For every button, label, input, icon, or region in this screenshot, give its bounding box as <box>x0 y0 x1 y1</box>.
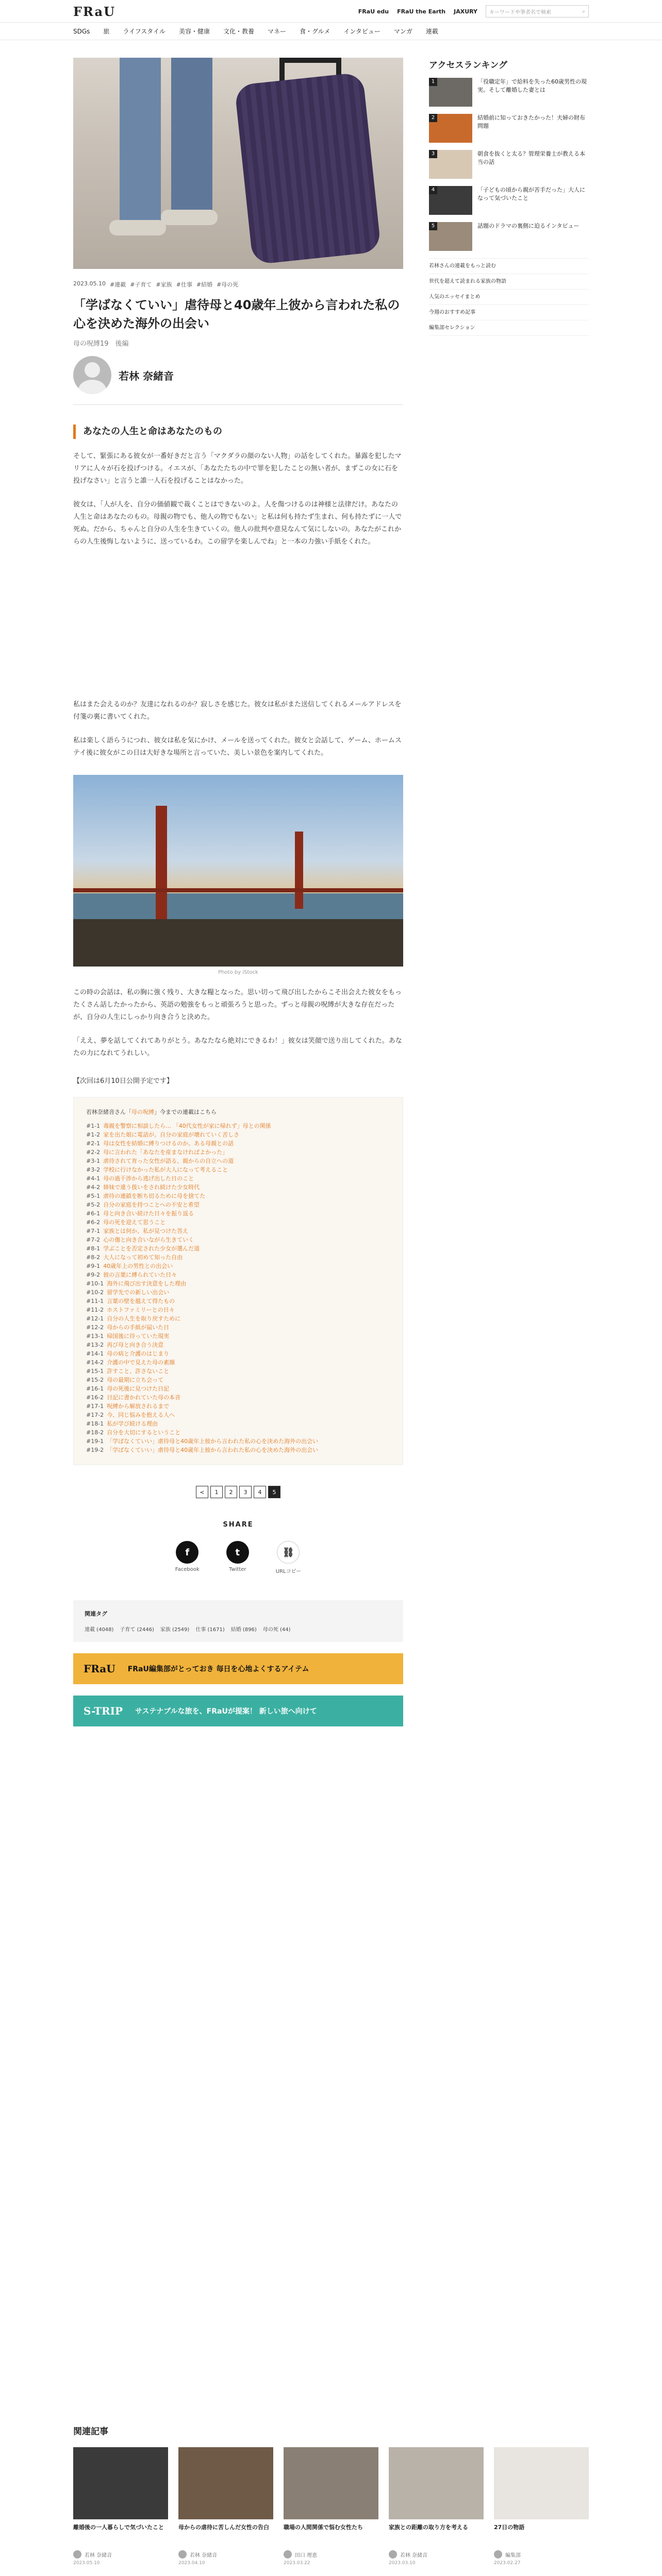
series-list-item[interactable]: #18-2 自分を大切にするということ <box>86 1429 181 1436</box>
related-tag[interactable]: 子育て (2446) <box>120 1627 154 1633</box>
related-card-title: 職場の人間関係で悩む女性たち <box>284 2524 363 2531</box>
related-thumbnail <box>284 2447 378 2519</box>
related-card-date: 2023.03.10 <box>389 2561 416 2566</box>
share-label: SHARE <box>223 1521 254 1529</box>
series-list-item[interactable]: #14-1 母の病と介護のはじまり <box>86 1350 170 1357</box>
search-input[interactable] <box>486 5 589 18</box>
series-list-head: 若林奈緒音さん「母の呪縛」今までの連載はこちら <box>86 1109 217 1115</box>
nav-beauty[interactable]: 美容・健康 <box>179 28 210 35</box>
related-card-date: 2023.03.22 <box>284 2561 310 2566</box>
series-list <box>86 1122 390 1454</box>
pager-page[interactable]: 4 <box>254 1486 266 1498</box>
paragraph: 私はまた会えるのか？友達になれるのか？寂しさを感じた。彼女は私がまた送信してくれるメールアドレスを付箋の裏に書いてくれた。 <box>73 701 402 721</box>
nav-lifestyle[interactable]: ライフスタイル <box>123 28 166 35</box>
series-list-item[interactable]: #15-1 許すこと、許さないこと <box>86 1368 170 1375</box>
series-list-item[interactable]: #13-1 帰国後に待っていた現実 <box>86 1333 170 1340</box>
pager-page-current[interactable]: 5 <box>268 1486 280 1498</box>
series-list-item[interactable]: #10-2 留学先での新しい出会い <box>86 1289 170 1296</box>
link-icon: ⛓ <box>277 1541 300 1564</box>
series-list-item[interactable]: #9-2 彼の言葉に縛られていた日々 <box>86 1272 177 1278</box>
series-list-item[interactable]: #11-2 ホストファミリーとの日々 <box>86 1307 175 1313</box>
tag-link[interactable]: #仕事 <box>176 281 192 288</box>
avatar <box>389 2550 397 2558</box>
related-thumbnail <box>178 2447 273 2519</box>
series-list-item[interactable]: #10-1 海外に飛び出す決意をした理由 <box>86 1280 187 1287</box>
nav-sdgs[interactable]: SDGs <box>73 28 90 35</box>
series-list-item[interactable]: #8-1 学ぶことを否定された少女が選んだ道 <box>86 1245 200 1252</box>
series-list-item[interactable]: #4-1 母の過干渉から逃げ出した日のこと <box>86 1175 194 1182</box>
related-card-date: 2023.05.10 <box>73 2561 100 2566</box>
article <box>73 58 403 1726</box>
related-thumbnail <box>73 2447 168 2519</box>
facebook-icon: f <box>176 1541 198 1564</box>
related-tag[interactable]: 母の死 (44) <box>262 1627 291 1633</box>
series-list-item[interactable]: #1-1 毒親を警察に相談したら… 「40代女性が家に帰れず」母との関係 <box>86 1123 271 1129</box>
sidebar-list-item[interactable]: 編集部セレクション <box>429 320 589 336</box>
series-list-item[interactable]: #7-2 心の傷と向き合いながら生きていく <box>86 1236 194 1243</box>
avatar <box>73 2550 81 2558</box>
url-copy-button[interactable]: ⛓ URLコピー <box>276 1541 301 1574</box>
sidebar-list-item[interactable]: 若林さんの連載をもっと読む <box>429 259 589 274</box>
related-card-title: 27日の物語 <box>494 2524 525 2531</box>
ranking-item[interactable]: 5 話題のドラマの裏側に迫るインタビュー <box>429 222 589 251</box>
series-list-item[interactable]: #18-1 私が学び続ける理由 <box>86 1420 158 1427</box>
section-heading: あなたの人生と命はあなたのもの <box>73 425 403 439</box>
paragraph: この時の会話は、私の胸に強く残り、大きな糧となった。思い切って飛び出したからこそ出会えた彼女をもったくさん話したかったから、英語の勉強をもっと頑張ろうと思った。ずっと母親の呪縛が大きな存在だったが、自分の人生にしっかり向き合うと決めた。 <box>73 989 402 1021</box>
nav-money[interactable]: マネー <box>268 28 287 35</box>
sidebar-list-item[interactable]: 人気のエッセイまとめ <box>429 290 589 305</box>
link-frau-edu[interactable]: FRaU edu <box>358 8 389 15</box>
series-list-item[interactable]: #19-1 「学ばなくていい」虐待母と40歳年上彼から言われた私の心を決めた海外の出会い <box>86 1438 319 1445</box>
pager-prev[interactable]: < <box>196 1486 208 1498</box>
nav-series[interactable]: 連載 <box>425 28 438 35</box>
related-tags-label: 関連タグ <box>85 1611 107 1617</box>
pagination <box>73 1486 403 1498</box>
paragraph: 「ええ、夢を話してくれてありがとう。あなたなら絶対にできるわ！」彼女は笑顔で送り出してくれた。あなたの力になれてうれしい。 <box>73 1037 402 1057</box>
series-list-item[interactable]: #12-2 母からの手紙が届いた日 <box>86 1324 170 1331</box>
link-jaxury[interactable]: JAXURY <box>454 8 477 15</box>
related-card-author: 若林 奈緒音 <box>178 2550 273 2558</box>
pager-page[interactable]: 3 <box>239 1486 252 1498</box>
s-trip-banner[interactable]: S-TRIP サステナブルな旅を、FRaUが提案！ 新しい旅へ向けて <box>73 1696 403 1726</box>
author-name[interactable]: 若林 奈緒音 <box>119 369 174 382</box>
paragraph: そして、緊張にある彼女が一番好きだと言う「マクダラの顔のない人物」の話をしてくれた。暴露を犯したマリアに人々が石を投げつける。イエスが、「あなたたちの中で罪を犯したことの無い者が、まずこの女に石を投げなさい」と言うと誰一人石を投げることはなかった。 <box>73 452 402 485</box>
related-card-author: 若林 奈緒音 <box>389 2550 484 2558</box>
twitter-share-button[interactable]: t Twitter <box>226 1541 249 1574</box>
content-area <box>73 58 589 2407</box>
related-title: 関連記事 <box>73 2427 108 2437</box>
frau-items-banner[interactable]: FRaU FRaU編集部がとっておき 毎日を心地よくするアイテム <box>73 1653 403 1684</box>
tag-link[interactable]: #子育て <box>130 281 152 288</box>
avatar <box>73 356 111 394</box>
nav-travel[interactable]: 旅 <box>103 28 110 35</box>
facebook-share-button[interactable]: f Facebook <box>175 1541 200 1574</box>
series-list-item[interactable]: #4-2 姉妹で違う扱いをされ続けた少女時代 <box>86 1184 200 1191</box>
series-list-item[interactable]: #13-2 再び母と向き合う決意 <box>86 1342 164 1348</box>
series-label: 母の呪縛19 後編 <box>73 340 129 348</box>
related-card-date: 2023.04.10 <box>178 2561 205 2566</box>
related-card[interactable] <box>178 2447 273 2566</box>
tag-link[interactable]: #結婚 <box>196 281 213 288</box>
avatar <box>494 2550 502 2558</box>
pager-page[interactable]: 2 <box>225 1486 237 1498</box>
series-list-item[interactable]: #5-1 虐待の連鎖を断ち切るために母を捨てた <box>86 1193 206 1199</box>
sidebar-list-item[interactable]: 今週のおすすめ記事 <box>429 305 589 320</box>
series-link[interactable]: 母の呪縛 <box>131 1109 154 1115</box>
series-list-item[interactable]: #9-1 40歳年上の男性との出会い <box>86 1263 173 1269</box>
related-thumbnail <box>494 2447 589 2519</box>
related-thumbnail <box>389 2447 484 2519</box>
related-tag[interactable]: 家族 (2549) <box>160 1627 190 1633</box>
avatar <box>178 2550 187 2558</box>
related-card[interactable] <box>284 2447 378 2566</box>
series-list-item[interactable]: #2-1 母は女性を結婚に縛りつけるのか。ある母親との話 <box>86 1140 234 1147</box>
series-list-box <box>73 1097 403 1465</box>
series-list-item[interactable]: #16-2 日記に書かれていた母の本音 <box>86 1394 181 1401</box>
related-card[interactable] <box>389 2447 484 2566</box>
pager-page[interactable]: 1 <box>210 1486 223 1498</box>
related-card-date: 2023.02.27 <box>494 2561 521 2566</box>
ranking-title: アクセスランキング <box>429 60 507 71</box>
series-list-item[interactable]: #19-2 「学ばなくていい」虐待母と40歳年上彼から言われた私の心を決めた海外の出会い <box>86 1447 319 1453</box>
series-list-item[interactable]: #2-2 母に言われた「あなたを産まなければよかった」 <box>86 1149 228 1156</box>
related-card-author: 田口 理恵 <box>284 2550 378 2558</box>
divider <box>73 404 403 405</box>
related-card-title: 家族との距離の取り方を考える <box>389 2524 468 2531</box>
series-list-item[interactable]: #3-2 学校に行けなかった私が大人になって考えること <box>86 1166 228 1173</box>
avatar <box>284 2550 292 2558</box>
sidebar <box>429 58 589 336</box>
series-list-item[interactable]: #17-2 今、同じ悩みを抱える人へ <box>86 1412 175 1418</box>
series-list-item[interactable]: #16-1 母の死後に見つけた日記 <box>86 1385 170 1392</box>
series-list-item[interactable]: #7-1 家族とは何か、私が見つけた答え <box>86 1228 189 1234</box>
search-placeholder: キーワードや筆者名で検索 <box>489 9 551 15</box>
sidebar-list-item[interactable]: 世代を超えて読まれる家族の物語 <box>429 274 589 290</box>
article-date: 2023.05.10 <box>73 280 106 287</box>
series-list-item[interactable]: #11-1 言葉の壁を越えて得たもの <box>86 1298 175 1304</box>
series-list-item[interactable]: #6-1 母と向き合い続けた日々を振り返る <box>86 1210 194 1217</box>
tag-link[interactable]: #母の死 <box>217 281 239 288</box>
series-list-item[interactable]: #15-2 母の最期に立ち会って <box>86 1377 164 1383</box>
twitter-icon: t <box>226 1541 249 1564</box>
related-articles <box>73 2424 589 2576</box>
global-nav <box>0 23 662 40</box>
ranking-item[interactable]: 1 「役職定年」で給料を失った60歳男性の現実。そして離婚した妻とは <box>429 78 589 107</box>
article-title: 「学ばなくていい」虐待母と40歳年上彼から言われた私の心を決めた海外の出会い <box>73 298 400 331</box>
nav-manga[interactable]: マンガ <box>393 28 412 35</box>
hero-image <box>73 58 403 269</box>
golden-gate-photo <box>73 775 403 967</box>
ranking-item[interactable]: 4 「子どもの頃から親が苦手だった」大人になって気づいたこと <box>429 186 589 215</box>
tag-link[interactable]: #連載 <box>109 281 126 288</box>
related-card[interactable] <box>73 2447 168 2566</box>
ranking-item[interactable]: 3 朝食を抜くと太る？管理栄養士が教える本当の話 <box>429 150 589 179</box>
related-grid <box>73 2447 589 2576</box>
series-list-item[interactable]: #3-1 虐待されて育った女性が語る、親からの自立への道 <box>86 1158 234 1164</box>
related-tag[interactable]: 結婚 (896) <box>230 1627 257 1633</box>
related-card-author: 編集部 <box>494 2550 589 2558</box>
series-list-item[interactable]: #14-2 介護の中で見えた母の素顔 <box>86 1359 175 1366</box>
author-block[interactable] <box>73 356 403 394</box>
related-tags <box>73 1600 403 1642</box>
next-note: 【次回は6月10日公開予定です】 <box>73 1077 173 1085</box>
series-list-item[interactable]: #1-2 家を出た娘に電話が。自分の家庭が壊れていく苦しさ <box>86 1131 240 1138</box>
paragraph: 私は楽しく語らうにつれ、彼女は私を気にかけ、メールを送ってくれた。彼女と会話して、ゲーム、ホームステイ後に彼女がこの日は大好きな場所と言っていた、美しい景色を案内してくれた。 <box>73 737 402 757</box>
series-list-item[interactable]: #17-1 呪縛から解放されるまで <box>86 1403 170 1410</box>
nav-culture[interactable]: 文化・教養 <box>223 28 255 35</box>
related-card-title: 離婚後の一人暮らしで気づいたこと <box>73 2524 164 2531</box>
related-tag[interactable]: 連載 (4048) <box>85 1627 114 1633</box>
search-icon[interactable]: ⌕ <box>582 8 585 14</box>
link-frau-earth[interactable]: FRaU the Earth <box>397 8 446 15</box>
series-list-item[interactable]: #5-2 自分の家庭を持つことへの不安と希望 <box>86 1201 200 1208</box>
share-section <box>73 1521 403 1574</box>
site-logo[interactable]: FRaU <box>73 4 116 19</box>
nav-food[interactable]: 食・グルメ <box>300 28 330 35</box>
site-header <box>0 0 662 23</box>
ranking-item[interactable]: 2 結婚前に知っておきたかった！夫婦の財布問題 <box>429 114 589 143</box>
series-list-item[interactable]: #12-1 自分の人生を取り戻すために <box>86 1315 181 1322</box>
series-list-item[interactable]: #6-2 母の死を迎えて思うこと <box>86 1219 166 1226</box>
photo-caption: Photo by iStock <box>218 970 258 975</box>
related-tag[interactable]: 仕事 (1671) <box>195 1627 225 1633</box>
related-card[interactable] <box>494 2447 589 2566</box>
sidebar-list <box>429 258 589 336</box>
related-card-author: 若林 奈緒音 <box>73 2550 168 2558</box>
series-list-item[interactable]: #8-2 大人になって初めて知った自由 <box>86 1254 183 1261</box>
top-links <box>358 8 477 15</box>
related-card-title: 母からの虐待に苦しんだ女性の告白 <box>178 2524 269 2531</box>
paragraph: 彼女は、「人が人を、自分の価値観で裁くことはできないのよ。人を傷つけるのは神様と法律だけ。あなたの人生と命はあなたのもの。母親の物でも、他人の物でもない」と私は何も持たず生まれ、何も持たずに一人で死ぬ。だから、ちゃんと自分の人生を生きていくの。他人の批判や意見なんて気にしないの。あなたがこれからの人生後悔しないように、送っているわ。この留学を楽しんでね」と一本の力強い手紙をくれた。 <box>73 501 402 546</box>
tag-link[interactable]: #家族 <box>156 281 172 288</box>
nav-interview[interactable]: インタビュー <box>343 28 380 35</box>
article-meta <box>73 280 403 289</box>
